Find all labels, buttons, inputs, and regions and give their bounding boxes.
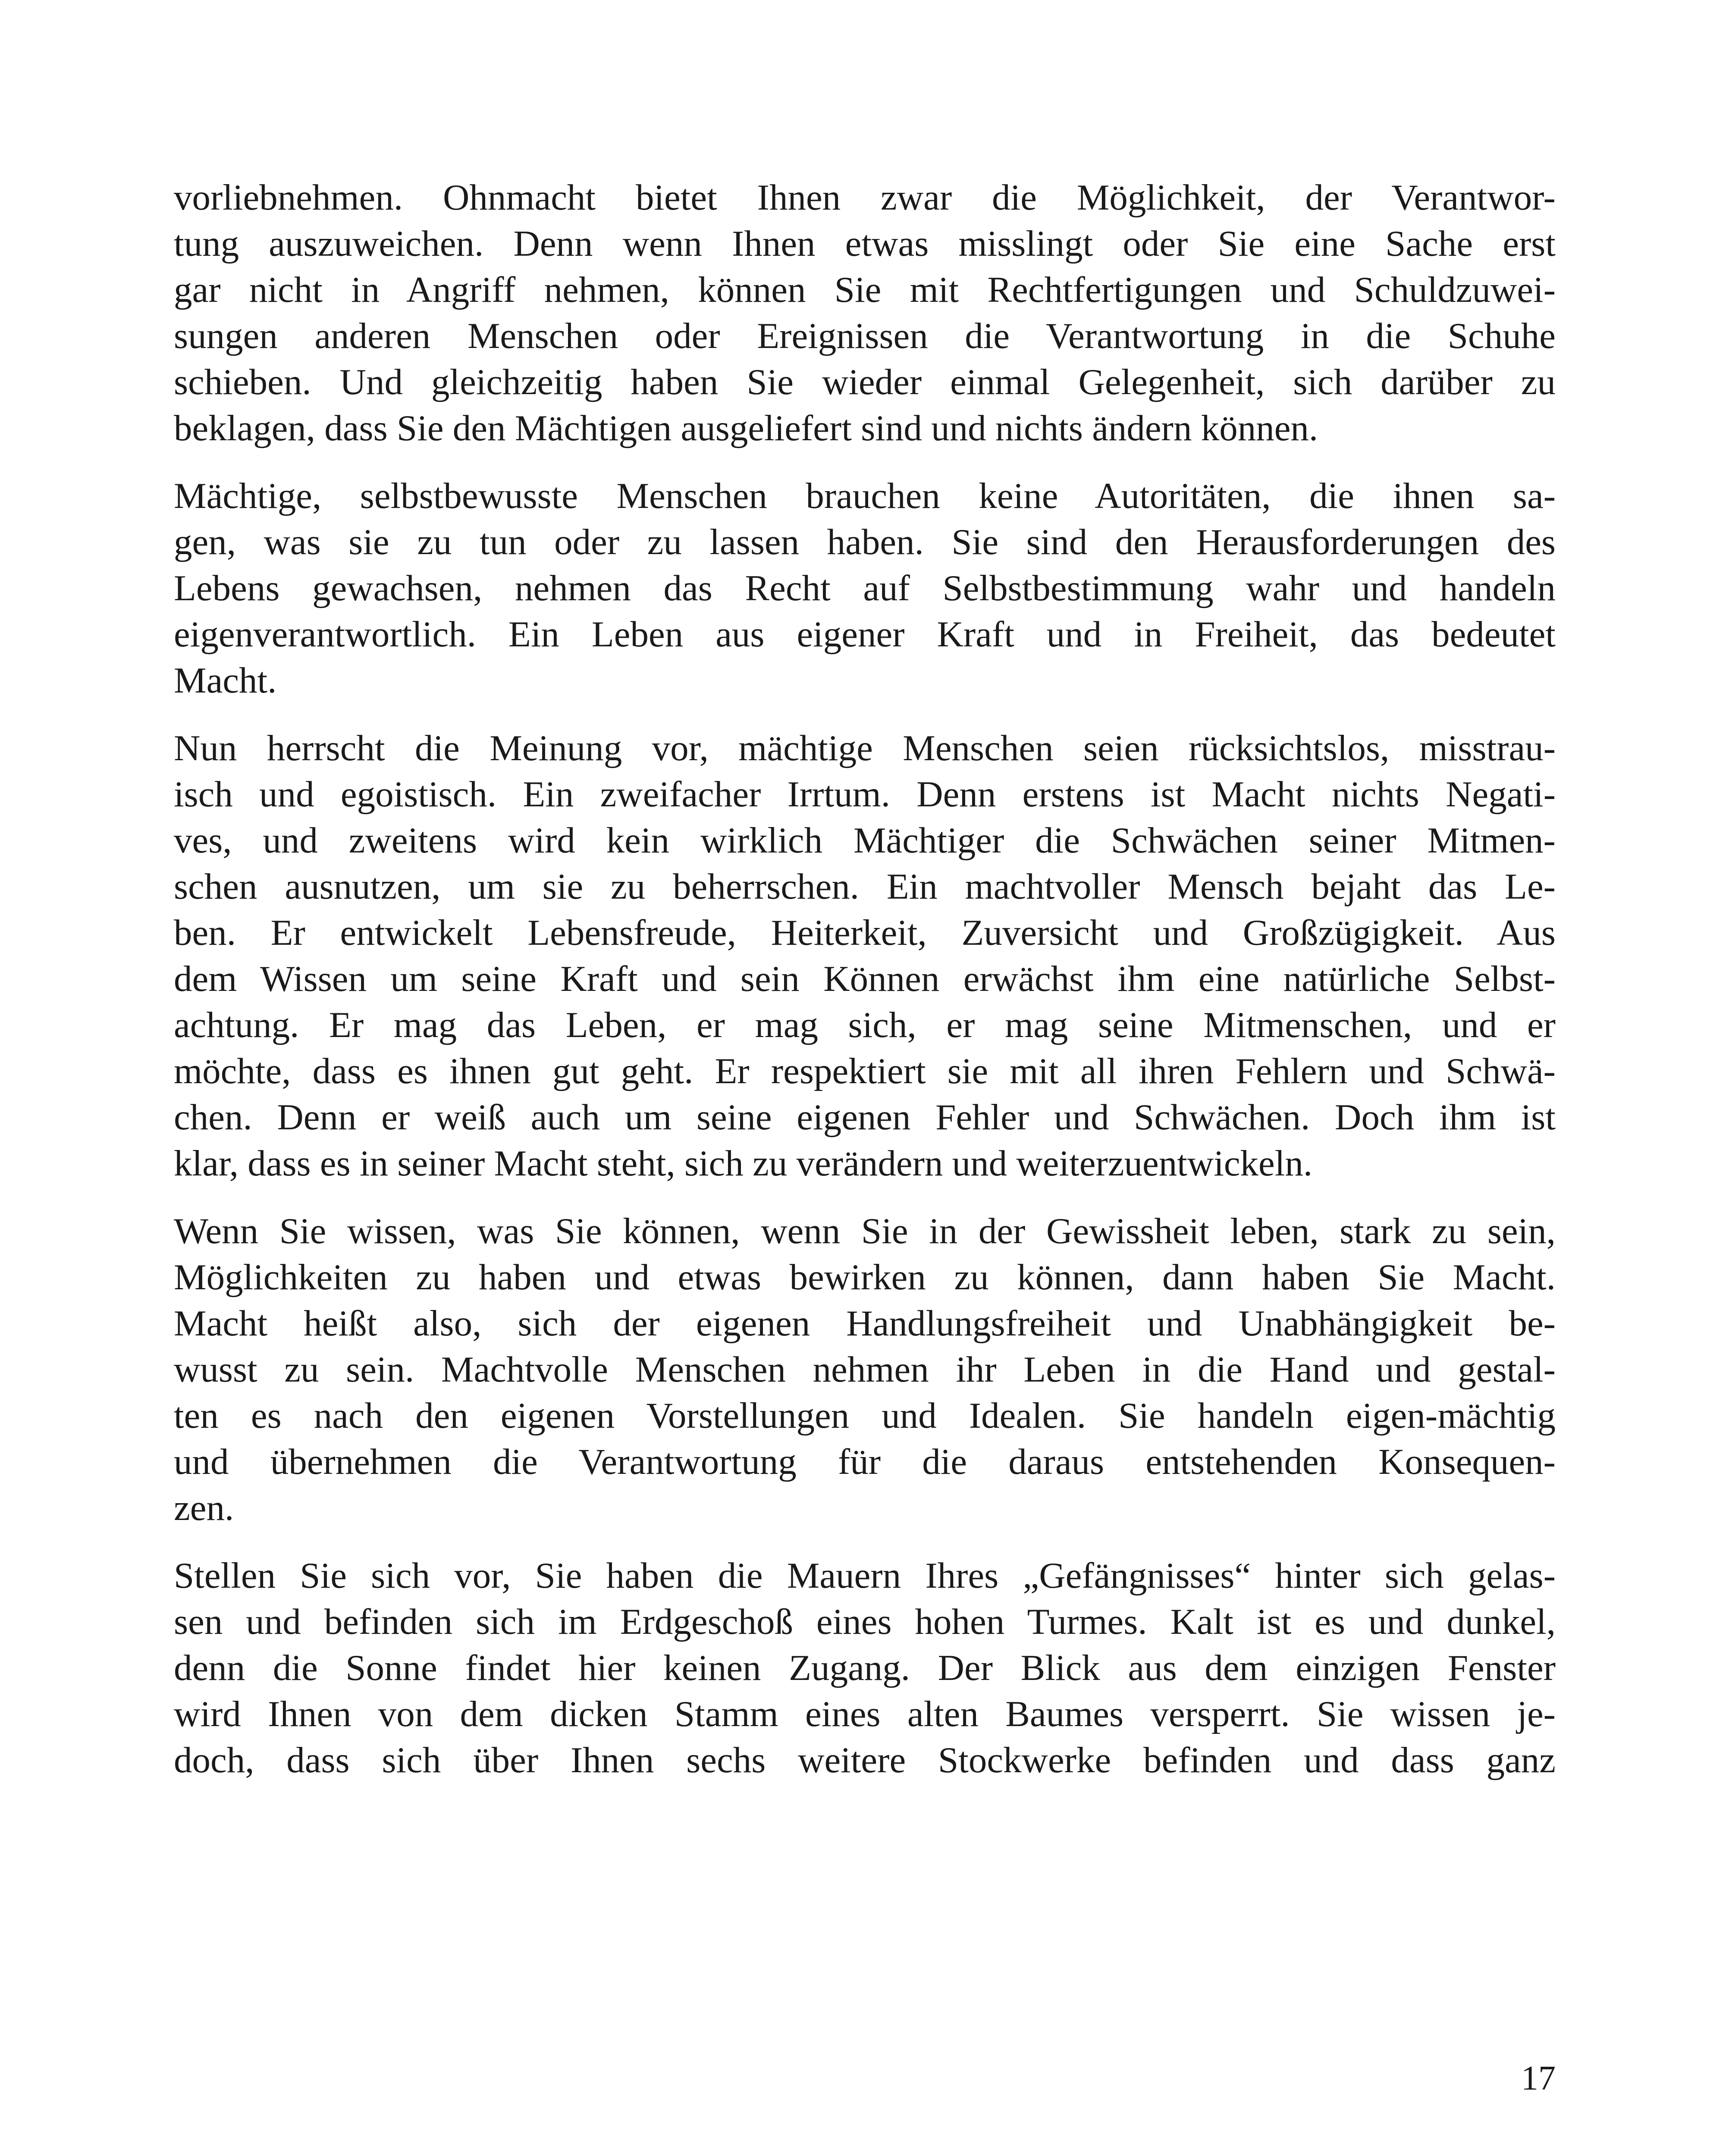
paragraph-3 <box>174 725 1556 1187</box>
text-line: Macht heißt also, sich der eigenen Handlungsfreiheit und Unabhängigkeit be- <box>174 1303 1556 1344</box>
text-line: ten es nach den eigenen Vorstellungen und Idealen. Sie handeln eigen-mächtig <box>174 1395 1556 1436</box>
text-line: Lebens gewachsen, nehmen das Recht auf Selbstbestimmung wahr und handeln <box>174 568 1556 608</box>
paragraph-4 <box>174 1208 1556 1531</box>
text-line: Stellen Sie sich vor, Sie haben die Mauern Ihres „Gefängnisses“ hinter sich gelas- <box>174 1555 1556 1596</box>
paragraph-1 <box>174 175 1556 451</box>
text-line: möchte, dass es ihnen gut geht. Er respektiert sie mit all ihren Fehlern und Schwä- <box>174 1051 1556 1091</box>
text-line: ben. Er entwickelt Lebensfreude, Heiterkeit, Zuversicht und Großzügigkeit. Aus <box>174 912 1556 953</box>
text-line: ves, und zweitens wird kein wirklich Mächtiger die Schwächen seiner Mitmen- <box>174 820 1556 861</box>
text-line: schen ausnutzen, um sie zu beherrschen. Ein machtvoller Mensch bejaht das Le- <box>174 866 1556 907</box>
text-line: Nun herrscht die Meinung vor, mächtige Menschen seien rücksichtslos, misstrau- <box>174 728 1556 768</box>
text-line: klar, dass es in seiner Macht steht, sich zu verändern und weiterzuentwickeln. <box>174 1143 1313 1184</box>
body-text <box>174 175 1556 1805</box>
text-line: sen und befinden sich im Erdgeschoß eines hohen Turmes. Kalt ist es und dunkel, <box>174 1601 1556 1642</box>
text-line: sungen anderen Menschen oder Ereignissen die Verantwortung in die Schuhe <box>174 316 1556 356</box>
text-line: schieben. Und gleichzeitig haben Sie wieder einmal Gelegenheit, sich darüber zu <box>174 362 1556 402</box>
text-line: wusst zu sein. Machtvolle Menschen nehmen ihr Leben in die Hand und gestal- <box>174 1349 1556 1390</box>
text-line: gen, was sie zu tun oder zu lassen haben. Sie sind den Herausforderungen des <box>174 522 1556 562</box>
text-line: Macht. <box>174 660 277 701</box>
text-line: Möglichkeiten zu haben und etwas bewirken zu können, dann haben Sie Macht. <box>174 1257 1556 1297</box>
text-line: Mächtige, selbstbewusste Menschen brauchen keine Autoritäten, die ihnen sa- <box>174 476 1556 516</box>
text-line: vorliebnehmen. Ohnmacht bietet Ihnen zwar die Möglichkeit, der Verantwor- <box>174 177 1556 218</box>
text-line: Wenn Sie wissen, was Sie können, wenn Sie in der Gewissheit leben, stark zu sein, <box>174 1211 1556 1251</box>
text-line: denn die Sonne findet hier keinen Zugang. Der Blick aus dem einzigen Fenster <box>174 1648 1556 1688</box>
text-line: gar nicht in Angriff nehmen, können Sie mit Rechtfertigungen und Schuldzuwei- <box>174 270 1556 310</box>
text-line: beklagen, dass Sie den Mächtigen ausgeliefert sind und nichts ändern können. <box>174 408 1318 448</box>
text-line: wird Ihnen von dem dicken Stamm eines alten Baumes versperrt. Sie wissen je- <box>174 1694 1556 1734</box>
text-line: zen. <box>174 1488 234 1528</box>
text-line: dem Wissen um seine Kraft und sein Können erwächst ihm eine natürliche Selbst- <box>174 959 1556 999</box>
paragraph-2 <box>174 473 1556 704</box>
page-number: 17 <box>1521 2059 1556 2097</box>
text-line: achtung. Er mag das Leben, er mag sich, er mag seine Mitmenschen, und er <box>174 1005 1556 1045</box>
text-line: tung auszuweichen. Denn wenn Ihnen etwas misslingt oder Sie eine Sache erst <box>174 223 1556 264</box>
text-line: chen. Denn er weiß auch um seine eigenen Fehler und Schwächen. Doch ihm ist <box>174 1097 1556 1138</box>
paragraph-5 <box>174 1553 1556 1783</box>
text-line: eigenverantwortlich. Ein Leben aus eigener Kraft und in Freiheit, das bedeutet <box>174 614 1556 655</box>
text-line: und übernehmen die Verantwortung für die daraus entstehenden Konsequen- <box>174 1442 1556 1482</box>
text-line: isch und egoistisch. Ein zweifacher Irrtum. Denn erstens ist Macht nichts Negati- <box>174 774 1556 815</box>
text-line: doch, dass sich über Ihnen sechs weitere Stockwerke befinden und dass ganz <box>174 1740 1556 1780</box>
